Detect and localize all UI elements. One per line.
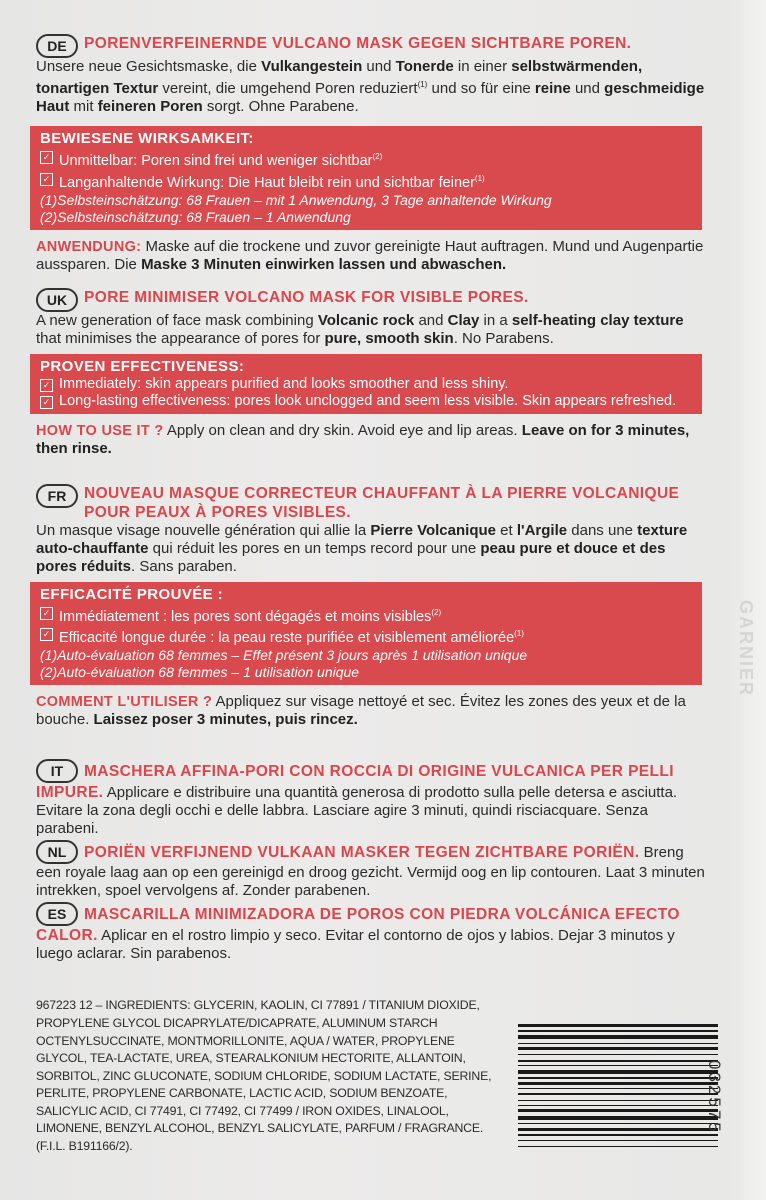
box-note-fr-2: (2)Auto-évaluation 68 femmes – 1 utilisation unique <box>40 664 360 681</box>
lang-badge-nl: NL <box>36 840 78 864</box>
barcode-bar <box>518 1024 718 1027</box>
barcode-bar <box>518 1105 718 1106</box>
box-note-de-1: (1)Selbsteinschätzung: 68 Frauen – mit 1 Anwendung, 3 Tage anhaltende Wirkung <box>40 191 552 208</box>
barcode-bar <box>518 1060 718 1062</box>
lang-badge-it: IT <box>36 759 78 783</box>
checkbox-icon: ✓ <box>40 396 53 409</box>
barcode-bar <box>518 1093 718 1095</box>
section-it <box>36 729 708 838</box>
barcode-bar <box>518 1077 718 1079</box>
barcode-bar <box>518 1109 718 1112</box>
barcode-bar <box>518 1116 718 1120</box>
lang-badge-uk: UK <box>36 288 78 312</box>
box-item-uk-1: ✓ Immediately: skin appears purified and looks smoother and less shiny. <box>40 376 694 393</box>
barcode-bar <box>518 1140 718 1141</box>
section-de <box>36 0 730 274</box>
title-de: PORENVERFEINERNDE VULCANO MASK GEGEN SICHTBARE POREN. <box>84 35 632 52</box>
barcode-bar <box>518 1043 718 1044</box>
usage-uk: HOW TO USE IT ? Apply on clean and dry skin. Avoid eye and lip areas. Leave on for 3 minutes, then rinse. <box>36 421 690 457</box>
side-edge <box>728 0 766 1200</box>
title-it: MASCHERA AFFINA-PORI CON ROCCIA DI ORIGINE VULCANICA PER PELLI IMPURE. <box>36 763 674 802</box>
lang-badge-fr: FR <box>36 484 78 508</box>
barcode-bar <box>518 1100 718 1101</box>
barcode-bar <box>518 1065 718 1066</box>
barcode-bar <box>518 1128 718 1131</box>
checkbox-icon: ✓ <box>40 607 53 620</box>
section-es <box>36 900 708 963</box>
checkbox-icon: ✓ <box>40 628 53 641</box>
box-item-fr-2: ✓ Efficacité longue durée : la peau reste purifiée et visiblement améliorée$^{(1)}$ <box>40 625 694 647</box>
checkbox-icon: ✓ <box>40 173 53 186</box>
usage-fr: COMMENT L'UTILISER ? Appliquez sur visage nettoyé et sec. Évitez les zones des yeux et de la bouche. Laissez poser 3 minutes, puis rincez. <box>36 693 686 729</box>
section-uk <box>36 274 730 458</box>
barcode-bar <box>518 1054 718 1055</box>
checkbox-icon: ✓ <box>40 379 53 392</box>
box-title-fr: EFFICACITÉ PROUVÉE : <box>40 585 224 603</box>
lang-badge-es: ES <box>36 902 78 926</box>
box-title-uk: PROVEN EFFECTIVENESS: <box>40 357 245 375</box>
box-item-fr-1: ✓ Immédiatement : les pores sont dégagés et moins visibles$^{(2)}$ <box>40 604 694 626</box>
box-title-de: BEWIESENE WIRKSAMKEIT: <box>40 130 254 147</box>
text-it: Applicare e distribuire una quantità generosa di prodotto sulla pelle detersa e asciutta. Evitare la zona degli occhi e delle labbra. Lasciare agire 3 minuti, quindi risciacquare. Senza parabeni. <box>36 784 678 838</box>
box-item-de-2: ✓ Langanhaltende Wirkung: Die Haut bleibt rein und sichtbar feiner$^{(1)}$ <box>40 170 694 192</box>
ingredients-text: 967223 12 – INGREDIENTS: GLYCERIN, KAOLIN, CI 77891 / TITANIUM DIOXIDE, PROPYLENE GLYCOL DICAPRYLATE/DICAPRATE, ALUMINUM STARCH OCTENYLSUCCINATE, MONTMORILLONITE, AQUA / WATER, PROPYLENE GLYCOL, TEA-LACTATE, UREA, STEARALKONIUM HECTORITE, ALLANTOIN, SORBITOL, ZINC GLUCONATE, SODIUM CHLORIDE, SODIUM LACTATE, SERINE, PERLITE, PROPYLENE CARBONATE, LACTIC ACID, SODIUM BENZOATE, SALICYLIC ACID, CI 77491, CI 77492, CI 77499 / IRON OXIDES, LINALOOL, LIMONENE, BENZYL ALCOHOL, BENZYL SALICYLATE, PARFUM / FRAGRANCE. (F.I.L. B191166/2). <box>36 998 492 1154</box>
usage-de: ANWENDUNG: Maske auf die trockene und zuvor gereinigte Haut auftragen. Mund und Augenpartie aussparen. Die Maske 3 Minuten einwirken lassen und abwaschen. <box>36 237 704 273</box>
effectiveness-box-fr <box>30 582 702 686</box>
title-es: MASCARILLA MINIMIZADORA DE POROS CON PIEDRA VOLCÁNICA EFECTO CALOR. <box>36 906 680 945</box>
checkbox-icon: ✓ <box>40 151 53 164</box>
title-fr: NOUVEAU MASQUE CORRECTEUR CHAUFFANT À LA PIERRE VOLCANIQUE POUR PEAUX À PORES VISIBLES. <box>84 484 680 521</box>
barcode-bar <box>518 1030 718 1032</box>
barcode-bar <box>518 1088 718 1089</box>
barcode-graphic <box>518 1020 730 1200</box>
text-nl: Breng een royale laag aan op een gereinigd en droog gezicht. Vermijd oog en lip contouren. Laat 3 minuten intrekken, spoel vervolgens af. Zonder parabenen. <box>36 844 705 900</box>
barcode-bar <box>518 1047 718 1050</box>
side-emboss-text: GARNIER <box>736 600 756 698</box>
effectiveness-box-uk <box>30 354 702 414</box>
barcode-bar <box>518 1123 718 1124</box>
barcode-bar <box>518 1134 718 1136</box>
section-nl <box>36 838 708 900</box>
box-note-fr-1: (1)Auto-évaluation 68 femmes – Effet présent 3 jours après 1 utilisation unique <box>40 647 528 664</box>
barcode-bar <box>518 1070 718 1074</box>
box-note-de-2: (2)Selbsteinschätzung: 68 Frauen – 1 Anwendung <box>40 208 351 225</box>
section-fr <box>36 458 730 730</box>
barcode-number: 032575 <box>705 1060 724 1135</box>
intro-de: Unsere neue Gesichtsmaske, die Vulkangestein und Tonerde in einer selbstwärmenden, tonartigen Textur vereint, die umgehend Poren reduziert$^{(1)}$ und so für eine reine und geschmeidige Haut mit feineren Poren sorgt. Ohne Parabene. <box>36 58 705 115</box>
title-uk: PORE MINIMISER VOLCANO MASK FOR VISIBLE PORES. <box>84 288 529 306</box>
box-item-uk-2: ✓ Long-lasting effectiveness: pores look unclogged and seem less visible. Skin appears refreshed. <box>40 393 694 410</box>
barcode-bar <box>518 1146 718 1147</box>
title-nl: PORIËN VERFIJNEND VULKAAN MASKER TEGEN ZICHTBARE PORIËN. <box>84 844 640 862</box>
text-es: Aplicar en el rostro limpio y seco. Evitar el contorno de ojos y labios. Dejar 3 minutos y luego aclarar. Sin parabenos. <box>36 927 675 963</box>
barcode-bar <box>518 1035 718 1039</box>
box-item-de-1: ✓ Unmittelbar: Poren sind frei und weniger sichtbar$^{(2)}$ <box>40 148 694 170</box>
lang-badge-de: DE <box>36 34 78 58</box>
barcode-bar <box>518 1082 718 1085</box>
intro-fr: Un masque visage nouvelle génération qui allie la Pierre Volcanique et l'Argile dans une texture auto-chauffante qui réduit les pores en un temps record pour une peau pure et douce et des pores réduits. Sans paraben. <box>36 521 688 575</box>
intro-uk: A new generation of face mask combining Volcanic rock and Clay in a self-heating clay texture that minimises the appearance of pores for pure, smooth skin. No Parabens. <box>36 311 684 347</box>
effectiveness-box-de <box>30 126 702 230</box>
